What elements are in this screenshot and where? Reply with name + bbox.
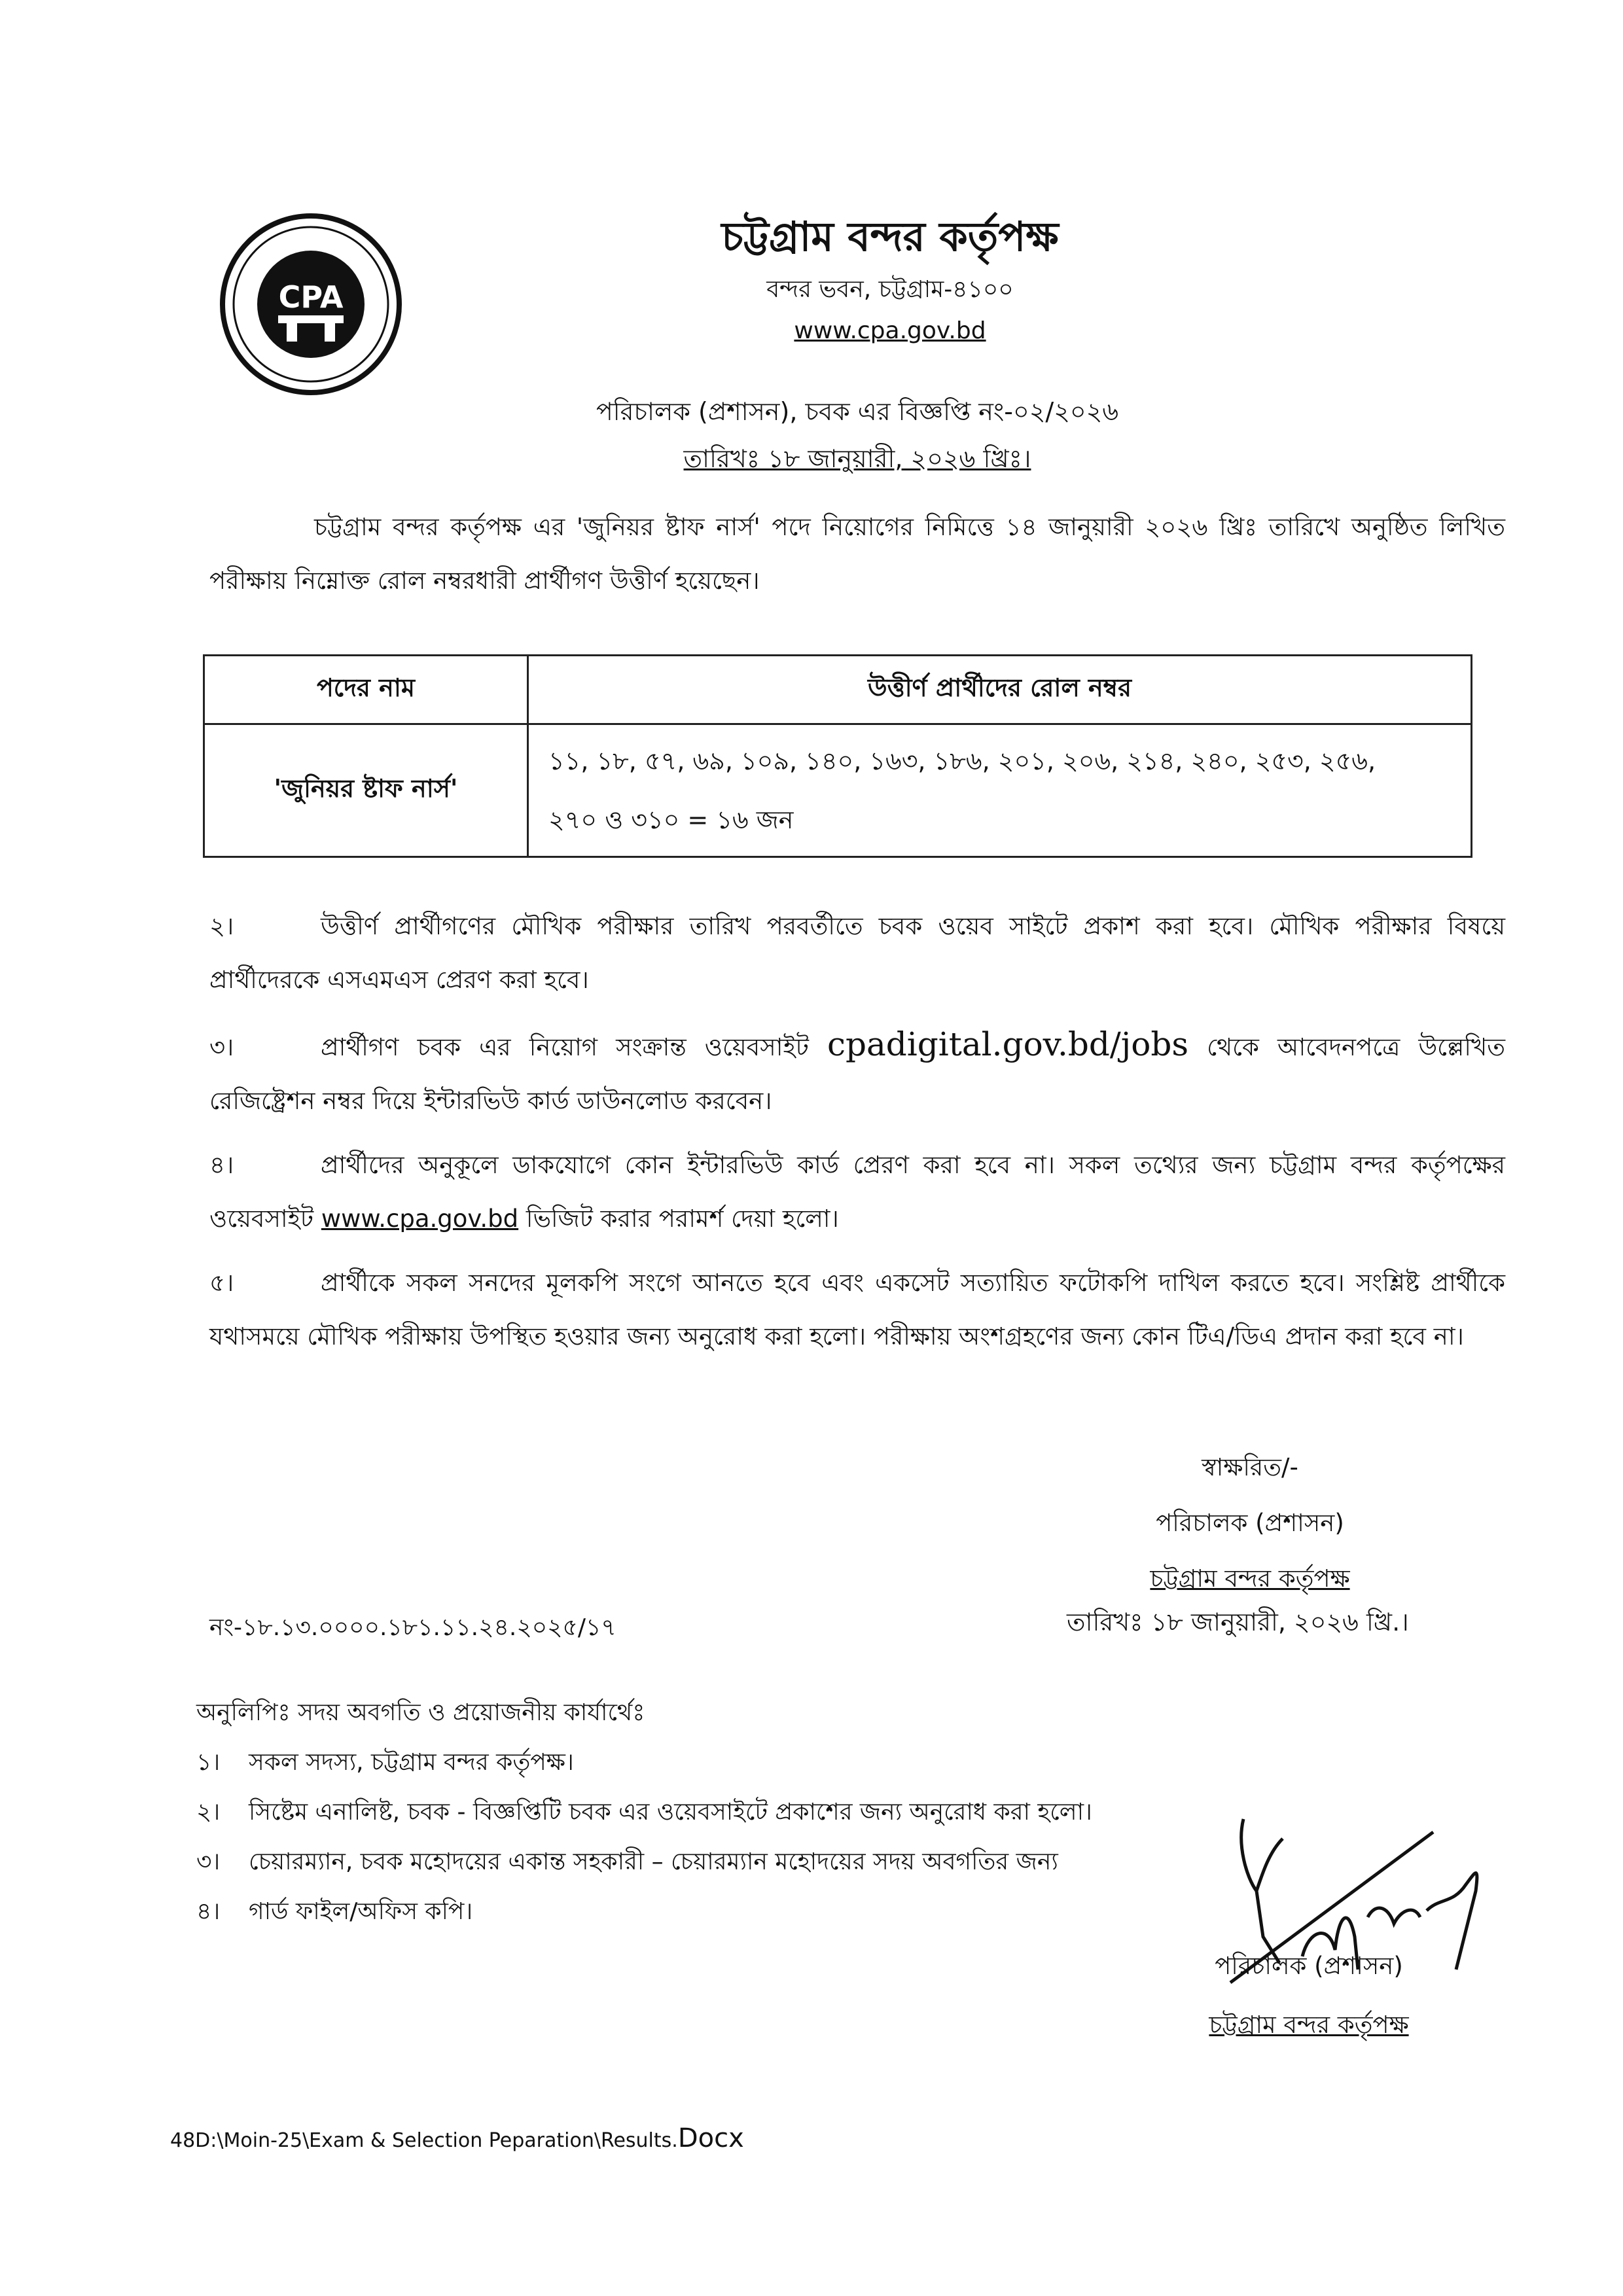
logo-text: CPA: [278, 279, 344, 315]
item-text: প্রার্থীগণ চবক এর নিয়োগ সংক্রান্ত ওয়েবসাইট: [321, 1033, 809, 1061]
cpa-website-link[interactable]: www.cpa.gov.bd: [321, 1205, 519, 1233]
signature-block-2: [1132, 1937, 1486, 2055]
org-website: [0, 317, 1623, 344]
jobs-portal-link[interactable]: cpadigital.gov.bd/jobs: [827, 1025, 1189, 1063]
item-number: ৪।: [209, 1151, 234, 1179]
notice-date-text: তারিখঃ ১৮ জানুয়ারী, ২০২৬ খ্রিঃ।: [683, 444, 1031, 473]
table-header-row: [204, 656, 1472, 724]
item-number: ৩।: [209, 1033, 234, 1061]
signed-label: স্বাক্ষরিত/-: [1202, 1453, 1298, 1481]
item-text: থেকে আবেদনপত্রে উল্লেখিত রেজিষ্ট্রেশন নম্বর দিয়ে ইন্টারভিউ কার্ড ডাউনলোড করবেন।: [209, 1033, 1506, 1115]
item-text: উত্তীর্ণ প্রার্থীগণের মৌখিক পরীক্ষার তারিখ পরবর্তীতে চবক ওয়েব সাইটে প্রকাশ করা হবে। মৌখিক পরীক্ষার বিষয়ে প্রার্থীদেরকে এসএমএস প্রেরণ করা হবে।: [209, 912, 1505, 994]
website-link[interactable]: www.cpa.gov.bd: [794, 317, 986, 344]
results-table: [203, 654, 1472, 858]
table-row: [204, 724, 1472, 857]
org-address: বন্দর ভবন, চট্টগ্রাম-৪১০০: [766, 276, 1014, 303]
roll-numbers-cell: [528, 724, 1472, 857]
cc-item: [196, 1887, 1092, 1937]
intro-paragraph: চট্টগ্রাম বন্দর কর্তৃপক্ষ এর 'জুনিয়র ষ্টাফ নার্স' পদে নিয়োগের নিমিত্তে ১৪ জানুয়ারী ২০২৬ খ্রিঃ তারিখে অনুষ্ঠিত লিখিত পরীক্ষায় নিম্নোক্ত রোল নম্বরধারী প্রার্থীগণ উত্তীর্ণ হয়েছেন।: [209, 513, 1505, 595]
signatory-org: চট্টগ্রাম বন্দর কর্তৃপক্ষ: [1150, 1564, 1350, 1593]
cc-number: ৪।: [196, 1898, 221, 1925]
file-path: 48D:\Moin-25\Exam & Selection Peparation\Results.: [170, 2129, 678, 2152]
cc-item: [196, 1837, 1092, 1887]
cc-text: চেয়ারম্যান, চবক মহোদয়ের একান্ত সহকারী – চেয়ারম্যান মহোদয়ের সদয় অবগতির জন্য: [249, 1848, 1058, 1875]
cc-text: সকল সদস্য, চট্টগ্রাম বন্দর কর্তৃপক্ষ।: [249, 1749, 574, 1776]
cc-number: ২।: [196, 1799, 221, 1826]
cc-text: সিষ্টেম এনালিষ্ট, চবক - বিজ্ঞপ্তিটি চবক এর ওয়েবসাইটে প্রকাশের জন্য অনুরোধ করা হলো।: [249, 1799, 1092, 1826]
item-text: ভিজিট করার পরামর্শ দেয়া হলো।: [526, 1205, 839, 1233]
roll-numbers-line: ২৭০ ও ৩১০ = ১৬ জন: [548, 805, 794, 834]
signatory-org: চট্টগ্রাম বন্দর কর্তৃপক্ষ: [1209, 2011, 1409, 2039]
roll-numbers-line: ১১, ১৮, ৫৭, ৬৯, ১০৯, ১৪০, ১৬৩, ১৮৬, ২০১, ২০৬, ২১৪, ২৪০, ২৫৩, ২৫৬,: [548, 747, 1376, 775]
notice-date: [0, 440, 1623, 482]
signature-block-1: [1021, 1439, 1479, 1606]
item-3: [209, 1017, 1505, 1128]
cc-heading: অনুলিপিঃ সদয় অবগতি ও প্রয়োজনীয় কার্যার্থেঃ: [196, 1699, 645, 1726]
file-extension: Docx: [677, 2123, 744, 2153]
signatory-designation: পরিচালক (প্রশাসন): [1215, 1952, 1403, 1980]
cc-item: [196, 1738, 1092, 1788]
memo-date: তারিখঃ ১৮ জানুয়ারী, ২০২৬ খ্রি.।: [1067, 1608, 1409, 1636]
item-number: ২।: [209, 912, 234, 940]
header-roll-numbers: উত্তীর্ণ প্রার্থীদের রোল নম্বর: [528, 656, 1472, 724]
cc-number: ১।: [196, 1749, 221, 1776]
memo-number: নং-১৮.১৩.০০০০.১৮১.১১.২৪.২০২৫/১৭: [209, 1614, 616, 1641]
item-2: [209, 900, 1505, 1007]
cc-list: [196, 1688, 1092, 1937]
signatory-designation: পরিচালক (প্রশাসন): [1156, 1509, 1344, 1537]
notice-number: পরিচালক (প্রশাসন), চবক এর বিজ্ঞপ্তি নং-০২/২০২৬: [596, 397, 1119, 426]
item-number: ৫।: [209, 1269, 234, 1297]
cc-item: [196, 1788, 1092, 1837]
org-name: চট্টগ্রাম বন্দর কর্তৃপক্ষ: [721, 213, 1059, 260]
header-post-name: পদের নাম: [204, 656, 528, 724]
item-5: [209, 1256, 1505, 1364]
cc-text: গার্ড ফাইল/অফিস কপি।: [249, 1898, 473, 1925]
item-4: [209, 1139, 1505, 1246]
item-text: প্রার্থীদের অনুকূলে ডাকযোগে কোন ইন্টারভিউ কার্ড প্রেরণ করা হবে না। সকল তথ্যের জন্য চট্টগ্রাম বন্দর কর্তৃপক্ষের ওয়েবসাইট: [209, 1151, 1505, 1233]
post-name-cell: 'জুনিয়র ষ্টাফ নার্স': [204, 724, 528, 857]
cc-number: ৩।: [196, 1848, 221, 1875]
item-text: প্রার্থীকে সকল সনদের মূলকপি সংগে আনতে হবে এবং একসেট সত্যায়িত ফটোকপি দাখিল করতে হবে। সংশ্লিষ্ট প্রার্থীকে যথাসময়ে মৌখিক পরীক্ষায় উপস্থিত হওয়ার জন্য অনুরোধ করা হলো। পরীক্ষায় অংশগ্রহণের জন্য কোন টিএ/ডিএ প্রদান করা হবে না।: [209, 1269, 1505, 1351]
file-path-footer: [170, 2123, 744, 2153]
